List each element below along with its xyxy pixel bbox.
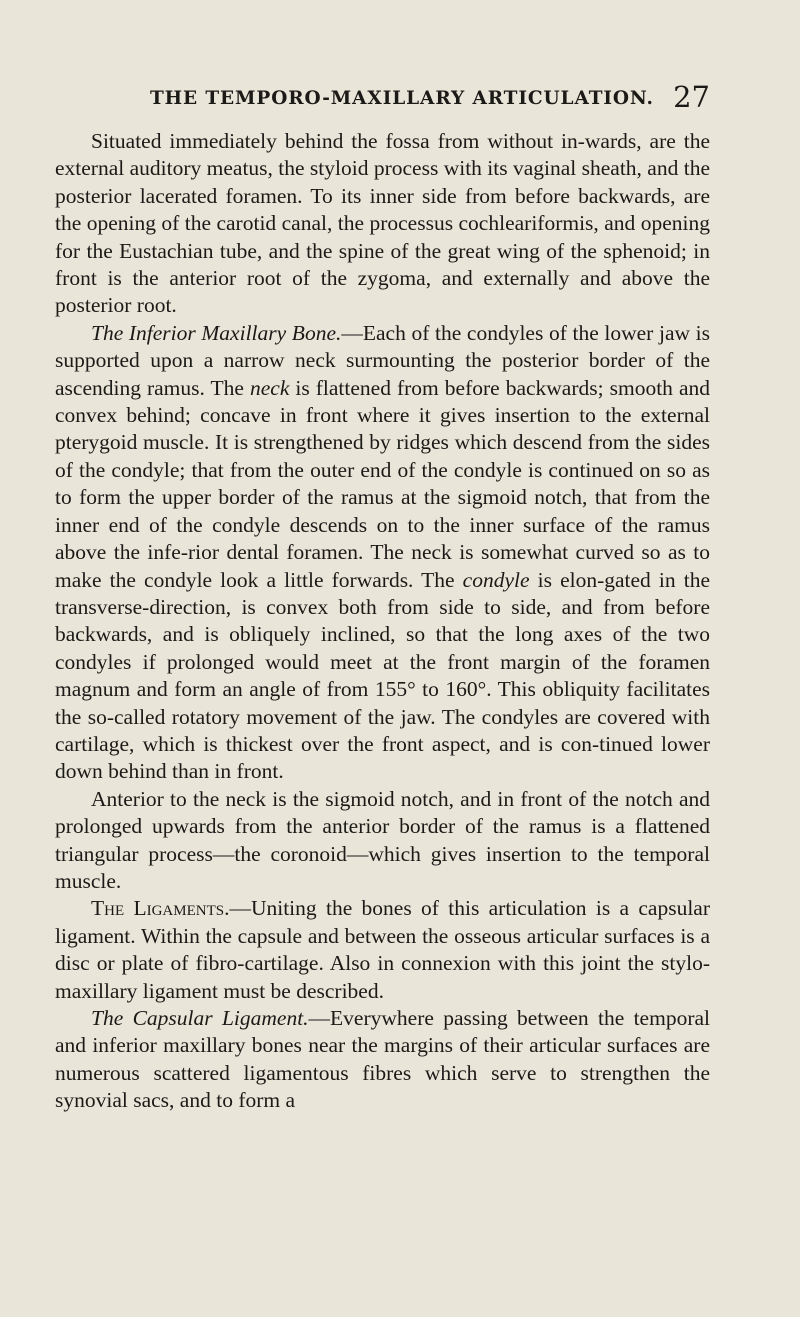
italic-term-condyle: condyle	[462, 567, 530, 592]
body-text	[55, 128, 710, 1115]
paragraph-text: is flattened from before backwards; smooth and convex behind; concave in front where it gives insertion to the external pterygoid muscle. It is strengthened by ridges which descend from the sides of the condyle; that from the outer end of the condyle is continued on so as to form the upper border of the ramus at the sigmoid notch, that from the inner end of the condyle descends on to the inner surface of the ramus above the infe-rior dental foramen. The neck is somewhat curved so as to make the condyle look a little forwards. The	[55, 375, 710, 592]
section-lead-inferior-maxillary-bone: The Inferior Maxillary Bone.	[91, 320, 342, 345]
paragraph-text: —Everywhere passing between the temporal and inferior maxillary bones near the margins of their articular surfaces are numerous scattered ligamentous fibres which serve to strengthen the synovial sacs, and to form a	[55, 1006, 710, 1113]
page-header	[150, 78, 710, 118]
paragraph-inferior-maxillary-bone	[55, 320, 710, 786]
paragraph-text: Situated immediately behind the fossa from without in-wards, are the external auditory meatus, the styloid process with its vaginal sheath, and the posterior lacerated foramen. To its inner side from before backwards, are the opening of the carotid canal, the processus cochleariformis, and opening for the Eustachian tube, and the spine of the great wing of the sphenoid; in front is the anterior root of the zygoma, and externally and above the posterior root.	[55, 129, 710, 318]
running-head: THE TEMPORO-MAXILLARY ARTICULATION.	[150, 88, 654, 109]
paragraph-text: Anterior to the neck is the sigmoid notch, and in front of the notch and prolonged upwards from the anterior border of the ramus is a flattened triangular process—the coronoid—which gives insertion to the temporal muscle.	[55, 786, 710, 893]
paragraph-capsular-ligament	[55, 1005, 710, 1115]
italic-term-neck: neck	[249, 375, 290, 400]
section-lead-ligaments: The Ligaments.	[91, 896, 230, 921]
paragraph-fossa-relations	[55, 128, 710, 320]
page-number: 27	[673, 80, 710, 114]
section-lead-capsular-ligament: The Capsular Ligament.	[91, 1006, 309, 1030]
paragraph-text: is elon-gated in the transverse-direction, is convex both from side to side, and from before backwards, and is obliquely inclined, so that the long axes of the two condyles if prolonged would meet at the front margin of the foramen magnum and form an angle of from 155° to 160°. This obliquity facilitates the so-called rotatory movement of the jaw. The condyles are covered with cartilage, which is thickest over the front aspect, and is con-tinued lower down behind than in front.	[55, 567, 710, 784]
paragraph-sigmoid-notch	[55, 786, 710, 896]
paragraph-text: —Uniting the bones of this articulation is a capsular ligament. Within the capsule and between the osseous articular surfaces is a disc or plate of fibro-cartilage. Also in connexion with this joint the stylo-maxillary ligament must be described.	[55, 896, 710, 1003]
paragraph-text: —Each of the condyles of the lower jaw is supported upon a narrow neck surmounting the posterior border of the ascending ramus. The	[55, 320, 710, 400]
paragraph-ligaments	[55, 895, 710, 1005]
